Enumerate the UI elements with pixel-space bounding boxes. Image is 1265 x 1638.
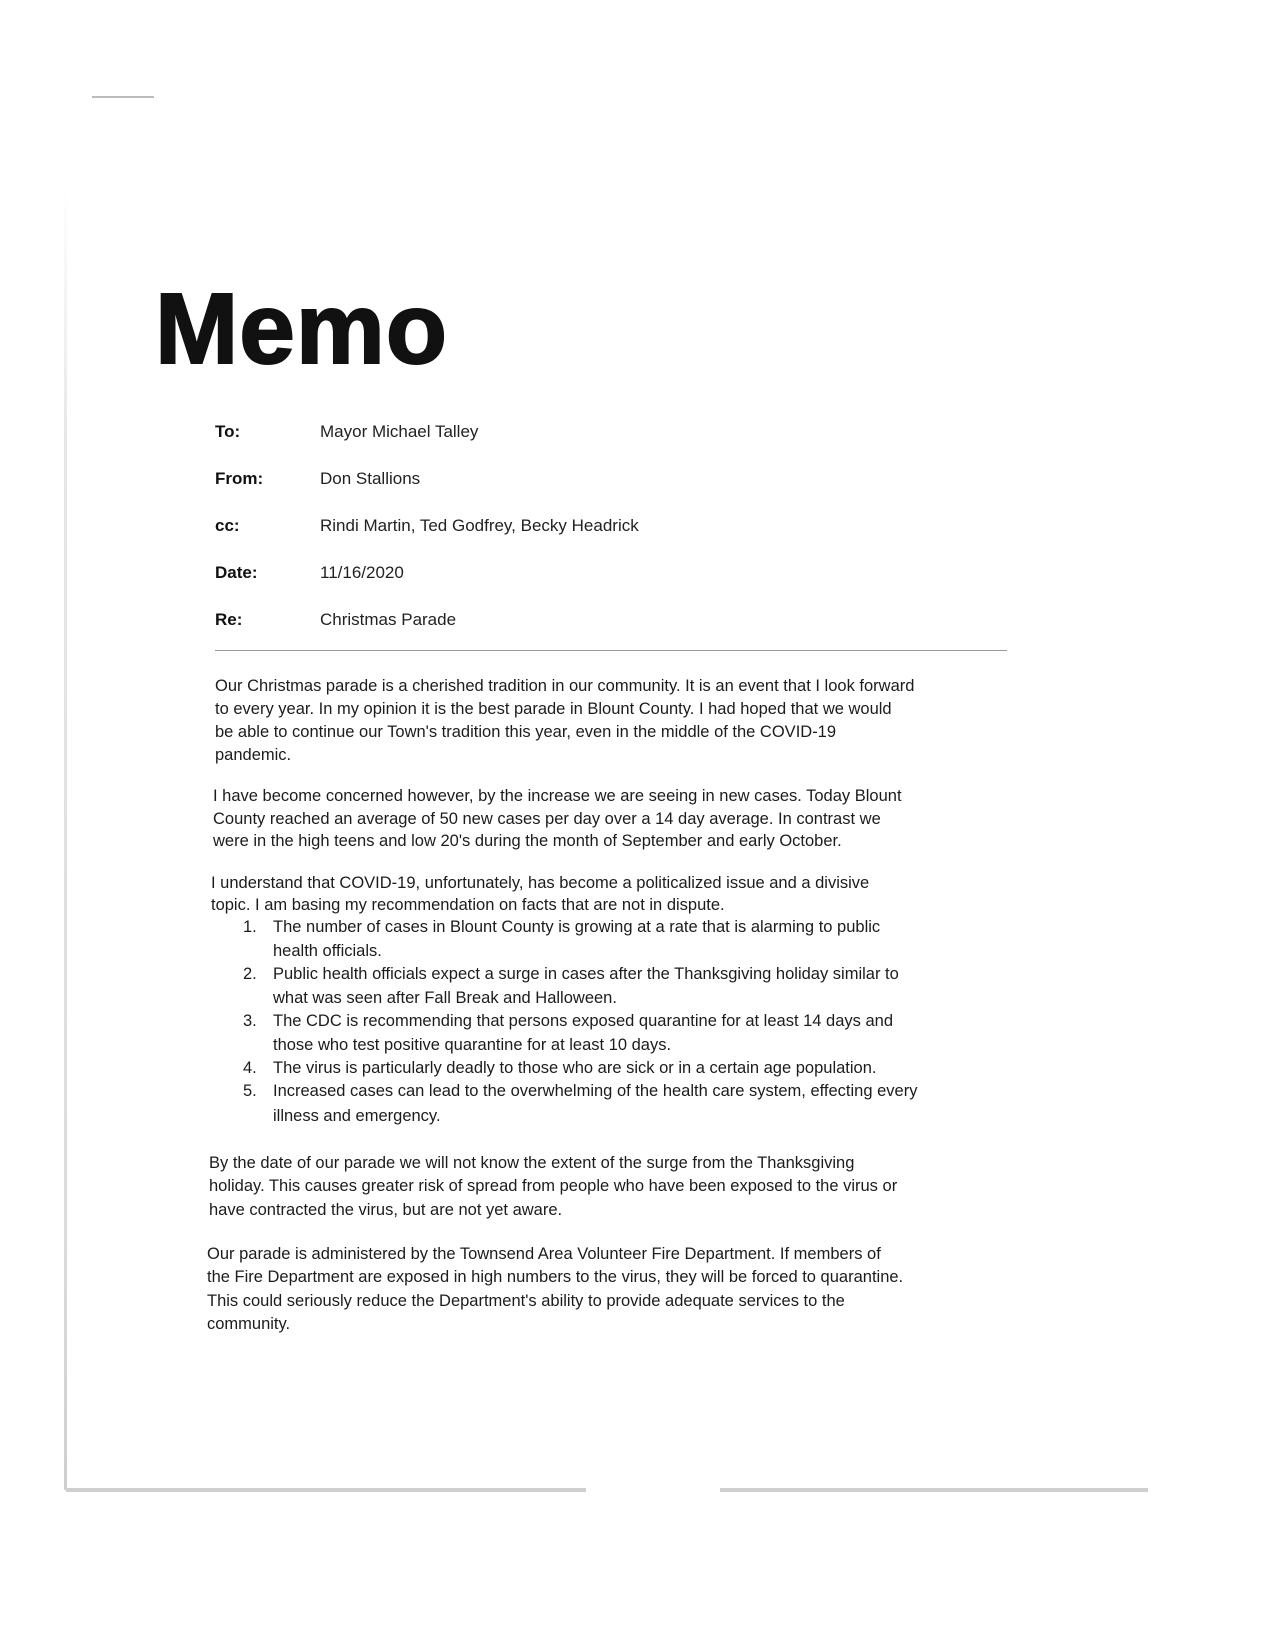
list-number: 3. — [243, 1012, 257, 1030]
body-text-line: the Fire Department are exposed in high numbers to the virus, they will be forced to quarantine. — [207, 1268, 904, 1286]
field-label: Re: — [215, 610, 243, 629]
body-text-line: be able to continue our Town's tradition this year, even in the middle of the COVID-19 — [215, 723, 837, 741]
list-number: 5. — [243, 1082, 257, 1100]
body-text-line: were in the high teens and low 20's during the month of September and early October. — [213, 832, 842, 850]
field-value: Mayor Michael Talley — [320, 422, 479, 441]
body-text-line: The virus is particularly deadly to those who are sick or in a certain age population. — [273, 1059, 877, 1077]
list-number: 4. — [243, 1059, 257, 1077]
field-label: From: — [215, 469, 264, 488]
field-value: Christmas Parade — [320, 610, 457, 629]
body-text-line: topic. I am basing my recommendation on facts that are not in dispute. — [211, 896, 725, 914]
body-text-line: By the date of our parade we will not know the extent of the surge from the Thanksgiving — [209, 1154, 855, 1172]
list-number: 1. — [243, 918, 257, 936]
field-value: Rindi Martin, Ted Godfrey, Becky Headrick — [320, 516, 639, 535]
body-text-line: to every year. In my opinion it is the best parade in Blount County. I had hoped that we would — [215, 700, 892, 718]
body-text-line: I have become concerned however, by the increase we are seeing in new cases. Today Blount — [213, 787, 902, 805]
scan-edge — [720, 1488, 1148, 1492]
header-divider — [215, 650, 1007, 651]
field-label: cc: — [215, 516, 240, 535]
body-text-line: County reached an average of 50 new cases per day over a 14 day average. In contrast we — [213, 810, 881, 828]
body-text-line: holiday. This causes greater risk of spread from people who have been exposed to the virus or — [209, 1177, 898, 1195]
body-text-line: The number of cases in Blount County is growing at a rate that is alarming to public — [273, 918, 881, 936]
scan-mark — [92, 96, 154, 98]
memo-title: Memo — [155, 273, 448, 385]
body-text-line: have contracted the virus, but are not yet aware. — [209, 1201, 563, 1219]
body-text-line: health officials. — [273, 942, 382, 960]
body-text-line: those who test positive quarantine for at least 10 days. — [273, 1036, 672, 1054]
field-value: Don Stallions — [320, 469, 421, 488]
list-number: 2. — [243, 965, 257, 983]
scan-edge — [66, 1488, 586, 1492]
body-text-line: what was seen after Fall Break and Halloween. — [273, 989, 617, 1007]
body-text-line: I understand that COVID-19, unfortunately, has become a politicalized issue and a divisive — [211, 874, 870, 892]
body-text-line: This could seriously reduce the Department's ability to provide adequate services to the — [207, 1292, 845, 1310]
body-text-line: Increased cases can lead to the overwhelming of the health care system, effecting every — [273, 1082, 918, 1100]
body-text-line: pandemic. — [215, 746, 292, 764]
field-label: To: — [215, 422, 241, 441]
body-text-line: Our Christmas parade is a cherished tradition in our community. It is an event that I look forward — [215, 677, 915, 695]
body-text-line: illness and emergency. — [273, 1107, 441, 1125]
field-value: 11/16/2020 — [320, 563, 404, 582]
field-label: Date: — [215, 563, 258, 582]
body-text-line: The CDC is recommending that persons exposed quarantine for at least 14 days and — [273, 1012, 894, 1030]
body-text-line: Public health officials expect a surge in cases after the Thanksgiving holiday similar to — [273, 965, 899, 983]
body-text-line: Our parade is administered by the Townsend Area Volunteer Fire Department. If members of — [207, 1245, 881, 1263]
scan-edge — [64, 185, 67, 1490]
body-text-line: community. — [207, 1315, 291, 1333]
